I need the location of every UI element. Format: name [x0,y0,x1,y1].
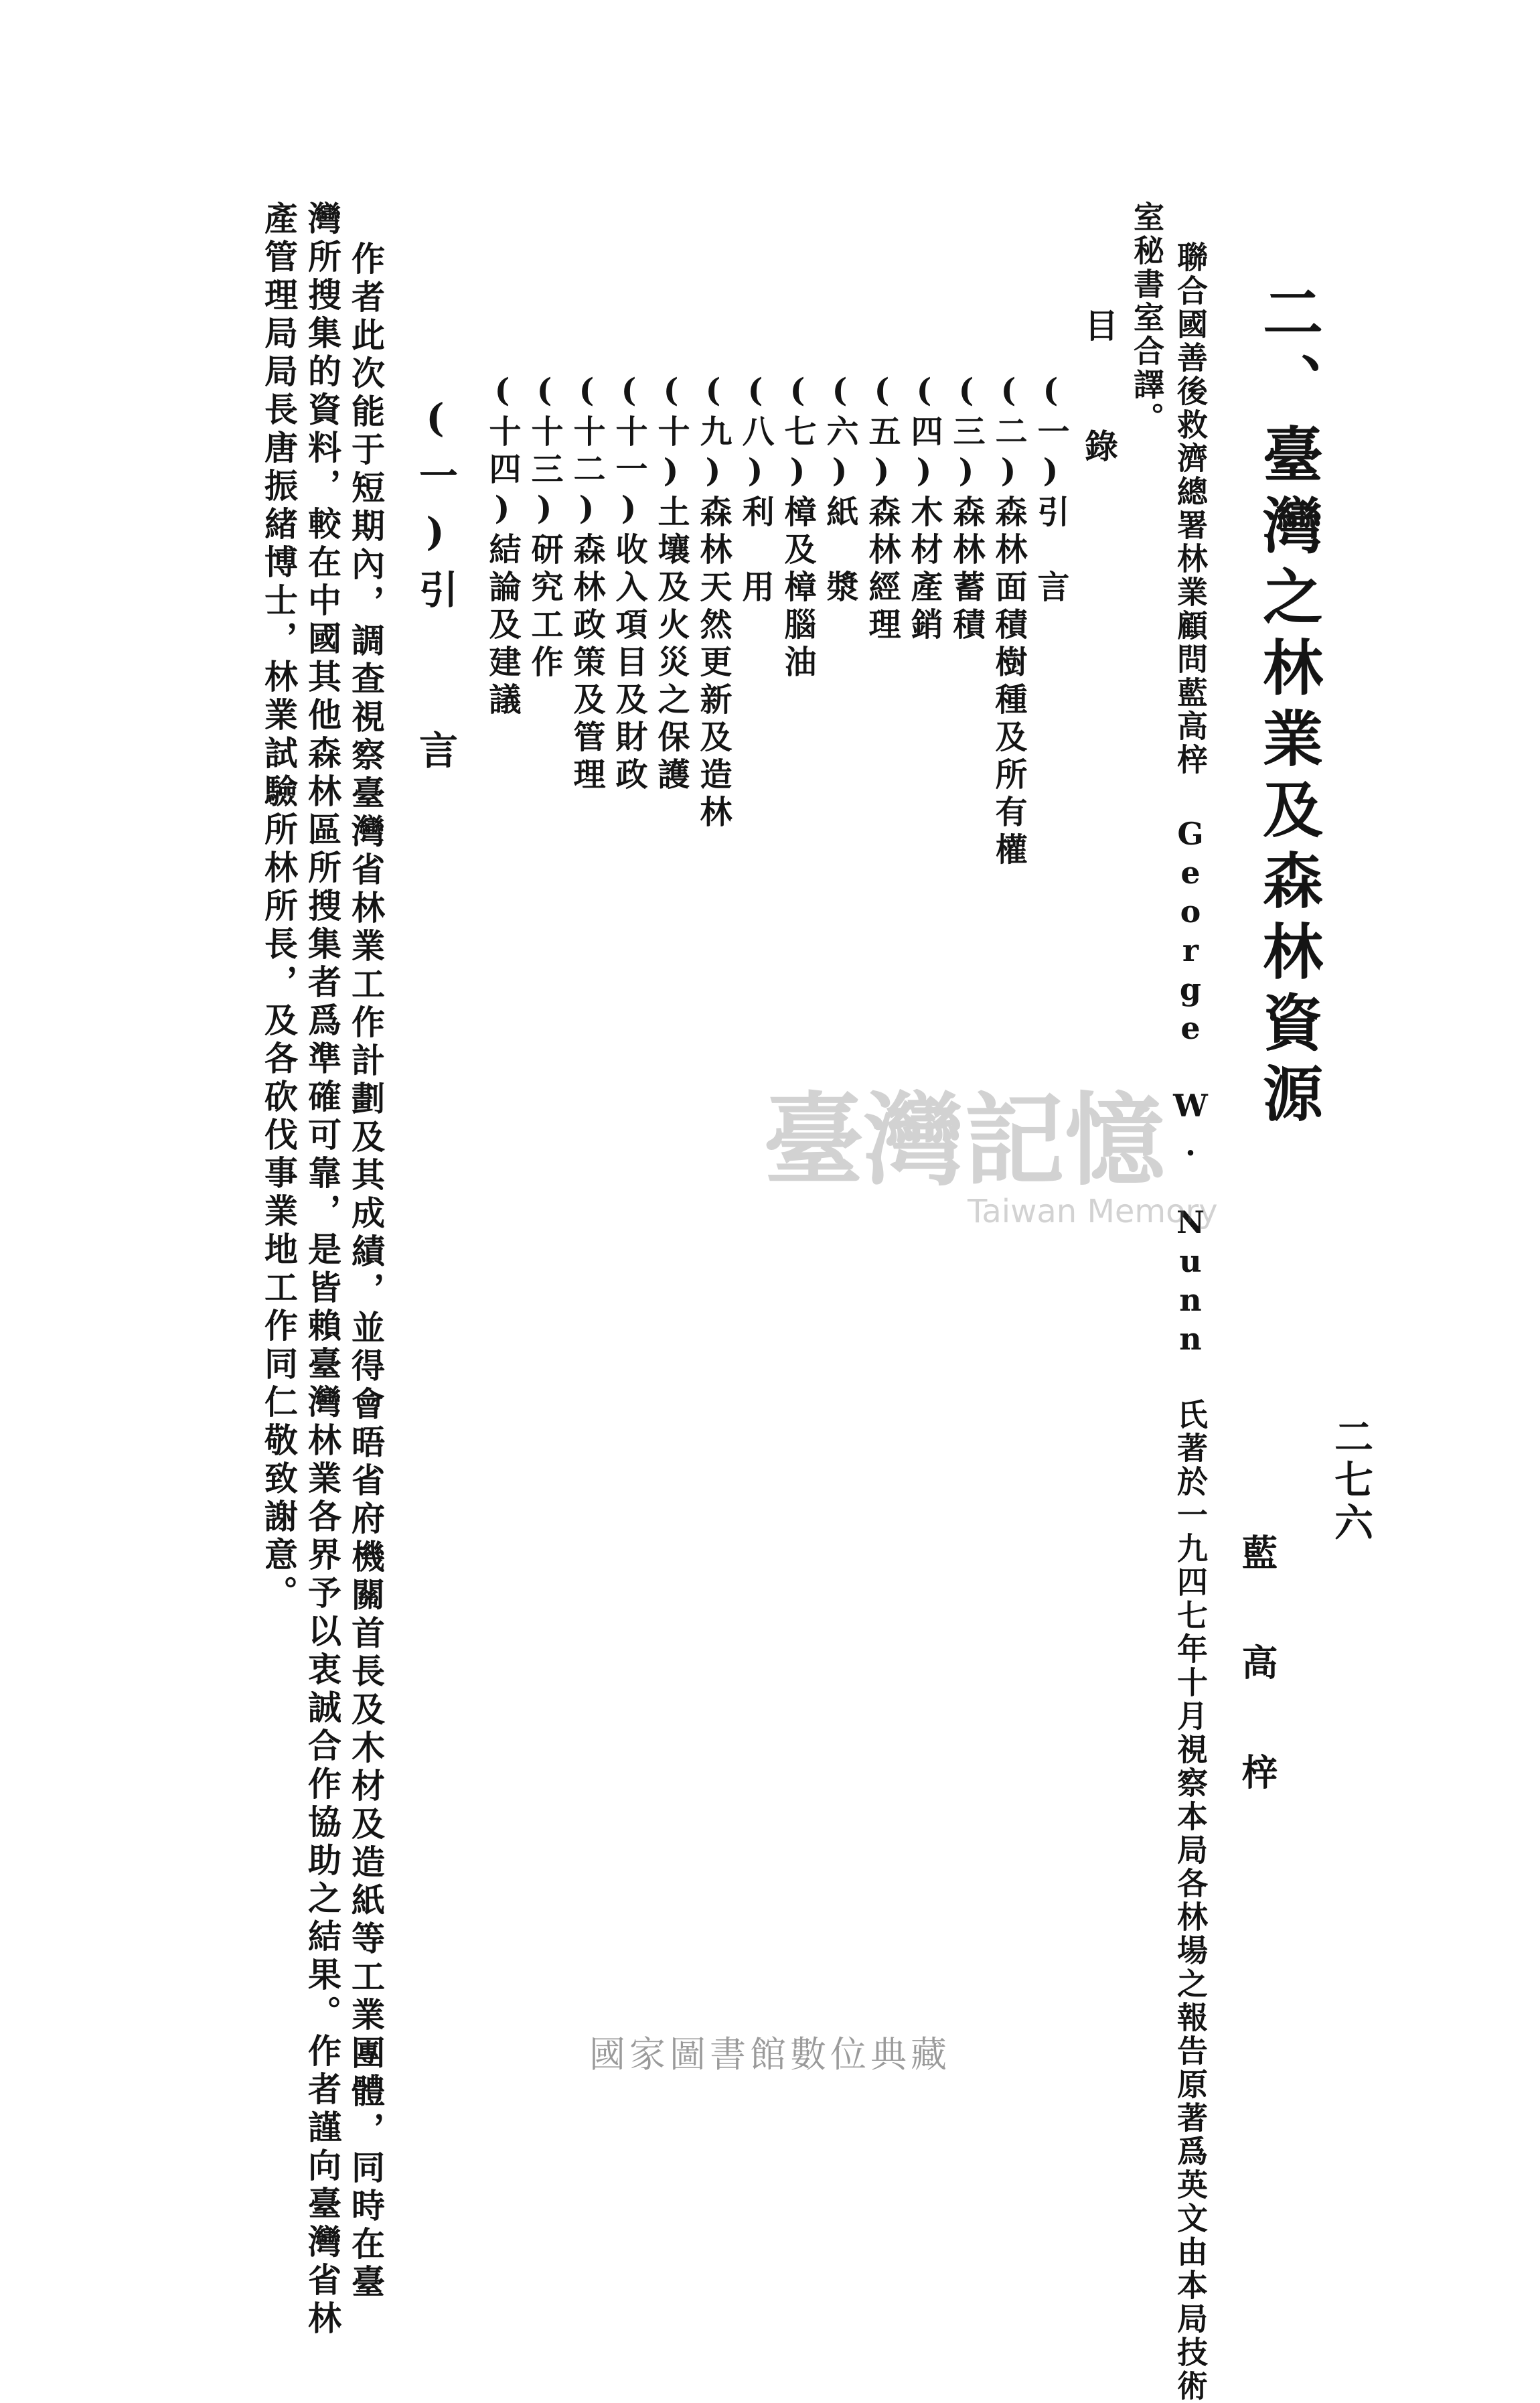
toc-item: (三)森林蓄積 [947,372,985,645]
watermark-logo [757,1058,1225,1259]
toc-item: (十三)研究工作 [526,372,563,682]
section-heading: (一)引 言 [412,395,458,784]
toc-heading: 目 錄 [1079,308,1119,469]
page-title: 二、臺灣之林業及森林資源 [1252,281,1323,1133]
footer-credit: 國家圖書館數位典藏 [589,2033,951,2076]
toc-item: (十二)森林政策及管理 [568,372,605,795]
toc-item: (八)利 用 [737,372,774,607]
page-number: 二七六 [1328,1416,1373,1545]
toc-item: (四)木材產銷 [905,372,943,645]
body-line: 作者此次能于短期內，調查視察臺灣省林業工作計劃及其成績，並得會晤省府機關首長及木材及造紙等工業團體，同時在臺 [346,241,386,2303]
toc-item: (十)土壤及火災之保護 [652,372,690,795]
toc-item: (十四)結論及建議 [483,372,521,720]
toc-item: (五)森林經理 [863,372,901,645]
toc-item: (九)森林天然更新及造林 [694,372,732,832]
toc-item: (十一)收入項目及財政 [610,372,647,795]
toc-item: (二)森林面積樹種及所有權 [990,372,1027,870]
body-line: 灣所搜集的資料，較在中國其他森林區所搜集者爲準確可靠，是皆賴臺灣林業各界予以衷誠合作協助之結果。作者謹向臺灣省林 [303,201,342,2339]
watermark-text: 臺灣記憶 [763,1082,1166,1199]
toc-item: (六)紙 漿 [821,372,858,607]
toc-item: (七)樟及樟腦油 [779,372,816,682]
watermark-subtext: Taiwan Memory [968,1193,1218,1230]
body-line: 產管理局局長唐振緒博士，林業試驗所林所長，及各砍伐事業地工作同仁敬致謝意。 [259,201,299,1613]
author-name: 藍 高 梓 [1236,1534,1279,1808]
toc-item: (一)引 言 [1032,372,1069,607]
source-note-line: 聯合國善後救濟總署林業顧問藍高梓 George W. Nunn 氏著於一九四七年十月視察本局各林場之報告原著爲英文由本局技術 [1172,241,1209,2403]
source-note-line: 室秘書室合譯。 [1129,201,1165,435]
